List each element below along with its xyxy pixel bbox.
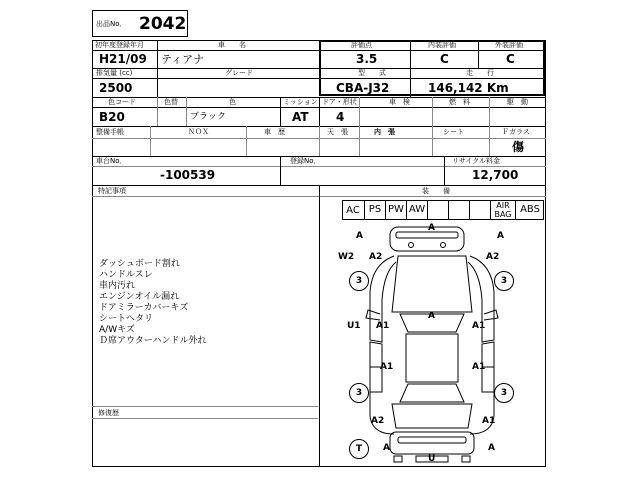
damage-front-right-fender: A2 [486, 252, 500, 262]
damage-rear-left-corner: A2 [371, 416, 385, 426]
damage-front-left-fender-outer: W2 [338, 252, 355, 262]
inspection-label: 車 検 [389, 98, 410, 106]
color-change-label: 色替 [164, 98, 178, 106]
interior-panel-label: 内 張 [374, 128, 395, 136]
doors-label: ドア・形状 [322, 98, 357, 106]
equipment-ps: PS [364, 201, 385, 219]
mileage-value: 146,142 Km [428, 81, 509, 95]
tire-front-right: 3 [494, 271, 514, 291]
listing-number: 2042 [139, 14, 187, 34]
model-code-label: 型 式 [358, 69, 386, 77]
damage-left-rear-door: A1 [380, 362, 394, 372]
damage-rear-bumper-right: A [488, 443, 495, 453]
tire-rear-left: 3 [349, 383, 369, 403]
recycle-fee-value: 12,700 [472, 168, 519, 182]
note-item: 車内汚れ [99, 281, 136, 291]
windshield-label: Ｆガラス [502, 128, 530, 136]
nox-label: ＮＯＸ [188, 128, 209, 136]
equipment-abs: ABS [515, 201, 544, 219]
note-item: ダッシュボード割れ [99, 259, 180, 269]
color-code-label: 色コード [108, 98, 136, 106]
car-name-label: 車 名 [218, 41, 246, 49]
drive-label: 駆 動 [507, 98, 528, 106]
special-notes-label: 特記事項 [98, 187, 126, 195]
repair-history-label: 修復歴 [98, 409, 119, 417]
damage-front: A [428, 223, 435, 233]
transmission-value: AT [292, 110, 309, 124]
score-value: 3.5 [356, 52, 378, 66]
first-registration-value: H21/09 [99, 52, 147, 66]
damage-rear: U [428, 454, 436, 464]
tire-front-left: 3 [349, 271, 369, 291]
chassis-number-label: 車台No． [96, 157, 127, 165]
damage-rear-bumper-left: A [383, 443, 390, 453]
spare-tire: T [349, 439, 369, 459]
exterior-grade-label: 外装評価 [495, 41, 523, 49]
equipment-aw: AW [406, 201, 427, 219]
damage-left-front-door: A1 [376, 321, 390, 331]
interior-grade-value: C [440, 52, 449, 66]
fuel-label: 燃 料 [449, 98, 470, 106]
exterior-grade-value: C [506, 52, 515, 66]
tire-rear-right: 3 [494, 383, 514, 403]
grade-label: グレード [225, 69, 253, 77]
equipment-pw: PW [385, 201, 406, 219]
note-item: Ｄ席アウターハンドル外れ [99, 336, 207, 346]
equipment-ac: AC [346, 205, 360, 216]
damage-right-front-door: A1 [472, 321, 486, 331]
equipment-slot [469, 201, 490, 219]
model-code-value: CBA-J32 [336, 81, 390, 95]
history-label: 車 歴 [264, 128, 285, 136]
note-item: ハンドルスレ [99, 270, 153, 280]
listing-number-box [92, 10, 188, 37]
doors-value: 4 [336, 110, 345, 124]
damage-front-corner-left: A [356, 231, 363, 241]
displacement-value: 2500 [99, 81, 133, 95]
note-item: シートヘタリ [99, 314, 154, 324]
damage-left-side-outer: U1 [347, 321, 361, 331]
windshield-value: 傷 [512, 140, 525, 154]
color-code-value: B20 [99, 110, 125, 124]
note-item: エンジンオイル漏れ [99, 292, 180, 302]
damage-right-rear-door: A1 [472, 362, 486, 372]
damage-front-left-fender: A2 [369, 252, 383, 262]
recycle-fee-label: リサイクル料金 [452, 157, 501, 165]
headliner-label: 天 張 [327, 128, 348, 136]
damage-front-corner-right: A [497, 231, 504, 241]
listing-number-label: 出品No． [96, 20, 127, 28]
mileage-label: 走 行 [466, 69, 494, 77]
first-registration-label: 初年度登録年月 [95, 41, 144, 49]
service-record-label: 整備手帳 [96, 128, 124, 136]
equipment-slot [448, 201, 469, 219]
damage-rear-right-corner: A1 [482, 416, 496, 426]
interior-grade-label: 内装評価 [428, 41, 456, 49]
note-item: A/Wキズ [99, 325, 135, 335]
equipment-label: 装 備 [422, 187, 450, 195]
car-name-value: ティアナ [161, 53, 205, 66]
color-value: ブラック [190, 112, 226, 122]
seat-label: シート [443, 128, 464, 136]
damage-roof: A [428, 311, 435, 321]
equipment-slot [427, 201, 448, 219]
equipment-grid [342, 200, 544, 220]
equipment-airbag: AIR BAG [490, 201, 515, 219]
transmission-label: ミッション [283, 98, 318, 106]
displacement-label: 排気量 (cc) [96, 69, 133, 77]
score-label: 評価点 [351, 41, 372, 49]
color-label: 色 [229, 98, 236, 106]
chassis-number-value: -100539 [160, 168, 216, 182]
note-item: ドアミラーカバーキズ [99, 303, 189, 313]
registration-number-label: 登録No． [290, 157, 321, 165]
